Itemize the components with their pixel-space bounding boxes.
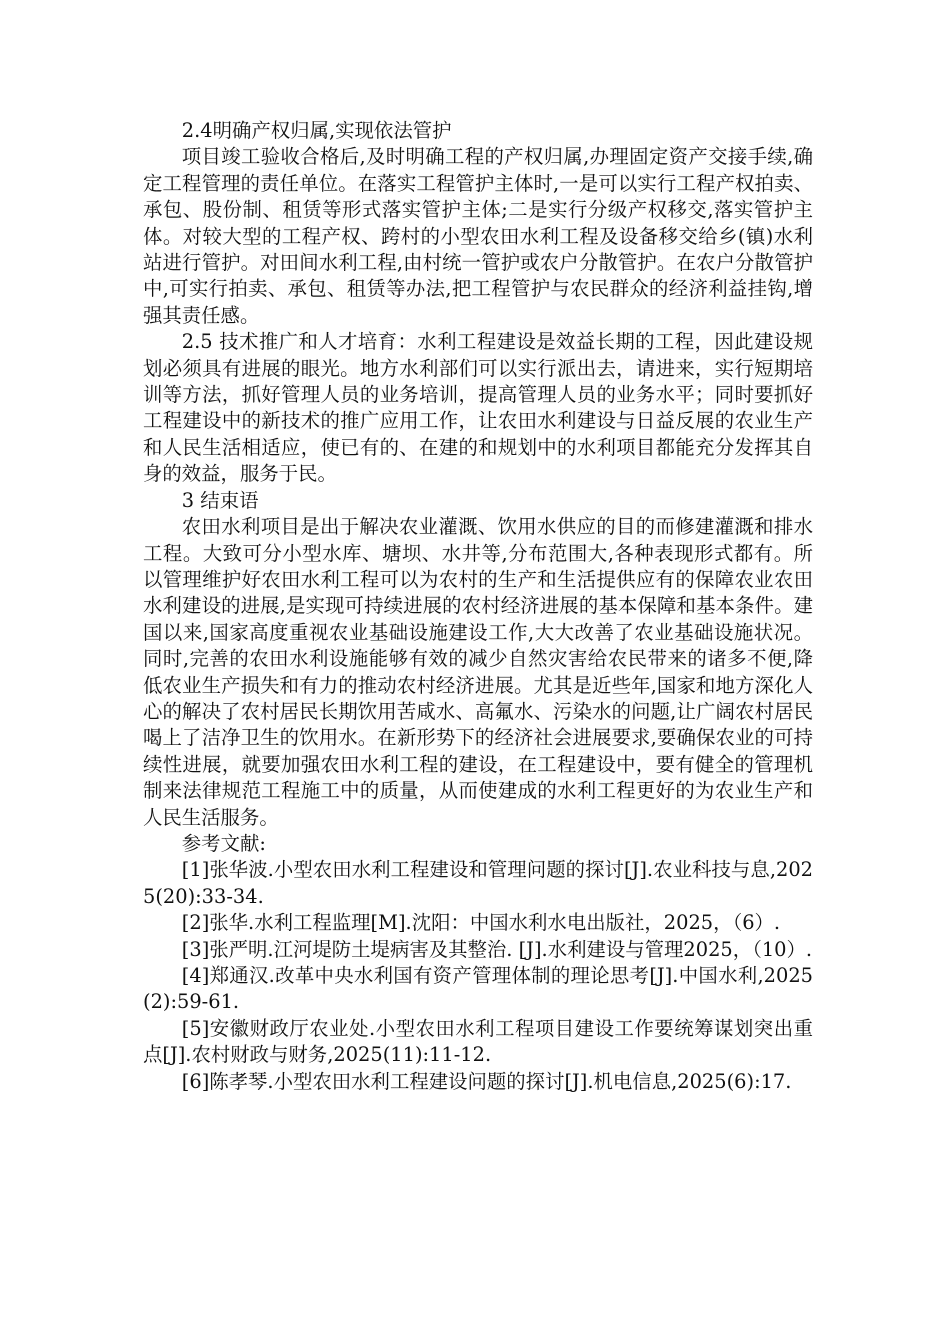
reference-item-5: [5]安徽财政厅农业处.小型农田水利工程项目建设工作要统筹谋划突出重点[J].农村财政与财务,2025(11):11-12.	[143, 1016, 813, 1067]
reference-item-1: [1]张华波.小型农田水利工程建设和管理问题的探讨[J].农业科技与息,2025(20):33-34.	[143, 858, 813, 908]
section-body-3: 农田水利项目是出于解决农业灌溉、饮用水供应的目的而修建灌溉和排水工程。大致可分小型水库、塘坝、水井等,分布范围大,各种表现形式都有。所以管理维护好农田水利工程可以为农村的生产和生活提供应有的保障农业农田水利建设的进展,是实现可持续进展的农村经济进展的基本保障和基本条件。建国以来,国家高度重视农业基础设施建设工作,大大改善了农业基础设施状况。同时,完善的农田水利设施能够有效的减少自然灾害给农民带来的诸多不便,降低农业生产损失和有力的推动农村经济进展。尤其是近些年,国家和地方深化人心的解决了农村居民长期饮用苦咸水、高氟水、污染水的问题,让广阔农村居民喝上了洁净卫生的饮用水。在新形势下的经济社会进展要求,要确保农业的可持续性进展，就要加强农田水利工程的建设，在工程建设中，要有健全的管理机制来法律规范工程施工中的质量，从而使建成的水利工程更好的为农业生产和人民生活服务。	[143, 515, 813, 829]
reference-item-2: [2]张华.水利工程监理[M].沈阳：中国水利水电出版社，2025，（6）.	[181, 911, 781, 935]
section-heading-3: 3 结束语	[181, 488, 259, 512]
section-heading-2-4: 2.4明确产权归属,实现依法管护	[181, 119, 452, 142]
document-page	[143, 118, 813, 1095]
reference-item-3: [3]张严明.江河堤防土堤病害及其整治. [J].水利建设与管理2025，（10）.	[181, 937, 813, 961]
reference-item-6: [6]陈孝琴.小型农田水利工程建设问题的探讨[J].机电信息,2025(6):17.	[181, 1069, 792, 1093]
reference-item-4: [4]郑通汉.改革中央水利国有资产管理体制的理论思考[J].中国水利,2025(2):59-61.	[143, 964, 813, 1014]
section-body-2-4: 项目竣工验收合格后,及时明确工程的产权归属,办理固定资产交接手续,确定工程管理的责任单位。在落实工程管护主体时,一是可以实行工程产权拍卖、承包、股份制、租赁等形式落实管护主体;二是实行分级产权移交,落实管护主体。对较大型的工程产权、跨村的小型农田水利工程及设备移交给乡(镇)水利站进行管护。对田间水利工程,由村统一管护或农户分散管护。在农户分散管护中,可实行拍卖、承包、租赁等办法,把工程管护与农民群众的经济利益挂钩,增强其责任感。	[143, 145, 813, 327]
section-body-2-5: 2.5 技术推广和人才培育：水利工程建设是效益长期的工程，因此建设规划必须具有进展的眼光。地方水利部们可以实行派出去，请进来，实行短期培训等方法，抓好管理人员的业务培训，提高管理人员的业务水平；同时要抓好工程建设中的新技术的推广应用工作，让农田水利建设与日益反展的农业生产和人民生活相适应，使已有的、在建的和规划中的水利项目都能充分发挥其自身的效益，服务于民。	[143, 330, 813, 486]
references-heading: 参考文献:	[181, 831, 266, 855]
